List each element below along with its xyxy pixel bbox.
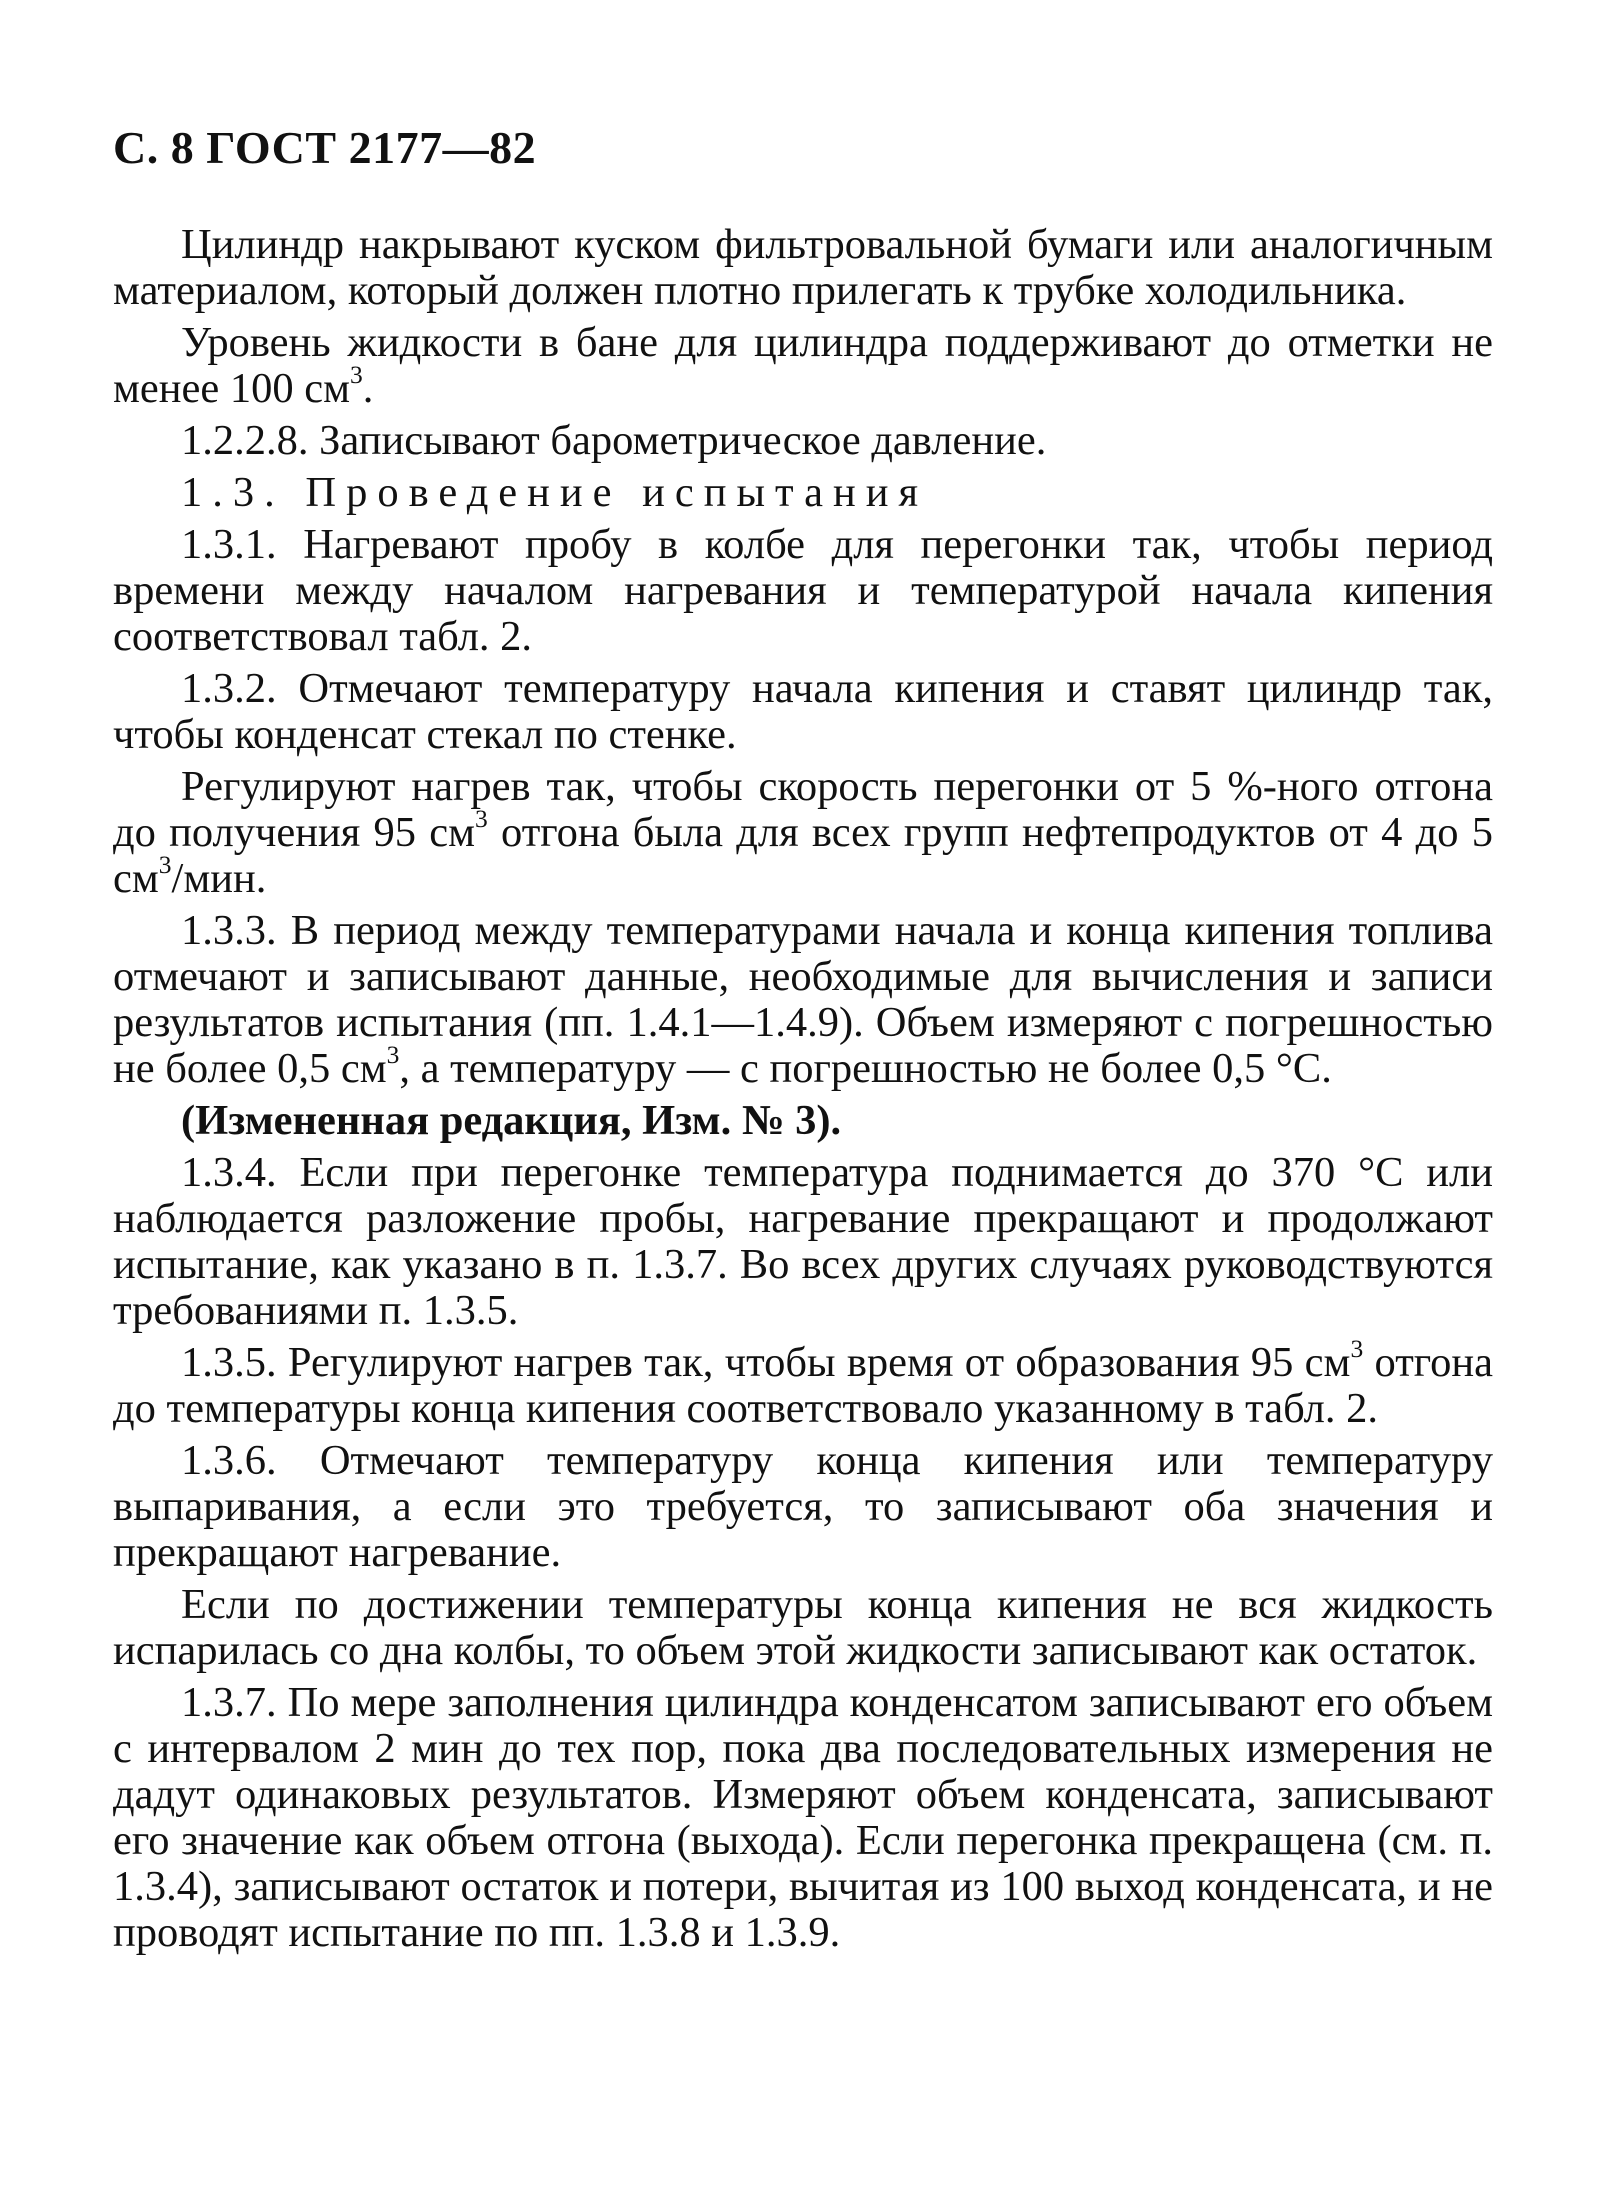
section-heading (113, 470, 1493, 516)
superscript: 3 (475, 803, 488, 833)
paragraph (113, 522, 1493, 660)
revision-note (113, 1098, 1493, 1144)
text-run: Регулируют нагрев так, чтобы скорость перегонки от 5 %-ного отгона до получения 95 см (113, 763, 1493, 856)
paragraph (113, 1438, 1493, 1576)
superscript: 3 (350, 359, 363, 389)
text-run: Если по достижении температуры конца кипения не вся жидкость испарилась со дна колбы, то объем этой жидкости записывают как остаток. (113, 1581, 1493, 1674)
text-run: 1.3.3. В период между температурами начала и конца кипения топлива отмечают и записывают данные, необходимые для вычисления и записи результатов испытания (пп. 1.4.1—1.4.9). Объем измеряют с погрешностью не более 0,5 см (113, 907, 1493, 1092)
paragraph (113, 320, 1493, 412)
text-run: Уровень жидкости в бане для цилиндра поддерживают до отметки не менее 100 см (113, 319, 1493, 412)
text-run: 1.3.4. Если при перегонке температура поднимается до 370 °С или наблюдается разложение пробы, нагревание прекращают и продолжают испытание, как указано в п. 1.3.7. Во всех других случаях руководствуются требованиями п. 1.3.5. (113, 1149, 1493, 1334)
text-run: 1.3.6. Отмечают температуру конца кипения или температуру выпаривания, а если это требуется, то записывают оба значения и прекращают нагревание. (113, 1437, 1493, 1576)
paragraph (113, 1680, 1493, 1956)
text-run: 1.3.2. Отмечают температуру начала кипения и ставят цилиндр так, чтобы конденсат стекал по стенке. (113, 665, 1493, 758)
superscript: 3 (158, 849, 172, 879)
text-run: /мин. (171, 855, 267, 902)
paragraph (113, 666, 1493, 758)
superscript: 3 (386, 1039, 400, 1069)
paragraph (113, 1582, 1493, 1674)
text-run: (Измененная редакция, Изм. № 3). (181, 1097, 842, 1144)
text-run: 1.3.5. Регулируют нагрев так, чтобы время от образования 95 см (181, 1339, 1351, 1386)
text-run: , а температуру — с погрешностью не более 0,5 °С. (399, 1045, 1332, 1092)
text-run: . (362, 365, 374, 412)
text-run: Цилиндр накрывают куском фильтровальной бумаги или аналогичным материалом, который должен плотно прилегать к трубке холодильника. (113, 221, 1493, 314)
text-run: отгона была для всех групп нефтепродуктов от 4 до 5 см (113, 809, 1493, 902)
text-run: 1.3.7. По мере заполнения цилиндра конденсатом записывают его объем с интервалом 2 мин до тех пор, пока два последовательных измерения не дадут одинаковых результатов. Измеряют объем конденсата, записывают его значение как объем отгона (выхода). Если перегонка прекращена (см. п. 1.3.4), записывают остаток и потери, вычитая из 100 выход конденсата, и не проводят испытание по пп. 1.3.8 и 1.3.9. (113, 1679, 1493, 1956)
paragraph (113, 764, 1493, 902)
paragraph (113, 1150, 1493, 1334)
page-header: С. 8 ГОСТ 2177—82 (113, 122, 537, 173)
paragraph (113, 418, 1493, 464)
text-run: 1.3. Проведение испытания (181, 469, 929, 516)
superscript: 3 (1350, 1333, 1364, 1363)
paragraph (113, 1333, 1493, 1432)
document-body (113, 222, 1493, 1962)
paragraph (113, 908, 1493, 1092)
text-run: отгона до температуры конца кипения соответствовало указанному в табл. 2. (113, 1339, 1493, 1432)
text-run: 1.2.2.8. Записывают барометрическое давление. (181, 417, 1047, 464)
text-run: 1.3.1. Нагревают пробу в колбе для перегонки так, чтобы период времени между началом нагревания и температурой начала кипения соответствовал табл. 2. (113, 521, 1493, 660)
paragraph (113, 222, 1493, 314)
